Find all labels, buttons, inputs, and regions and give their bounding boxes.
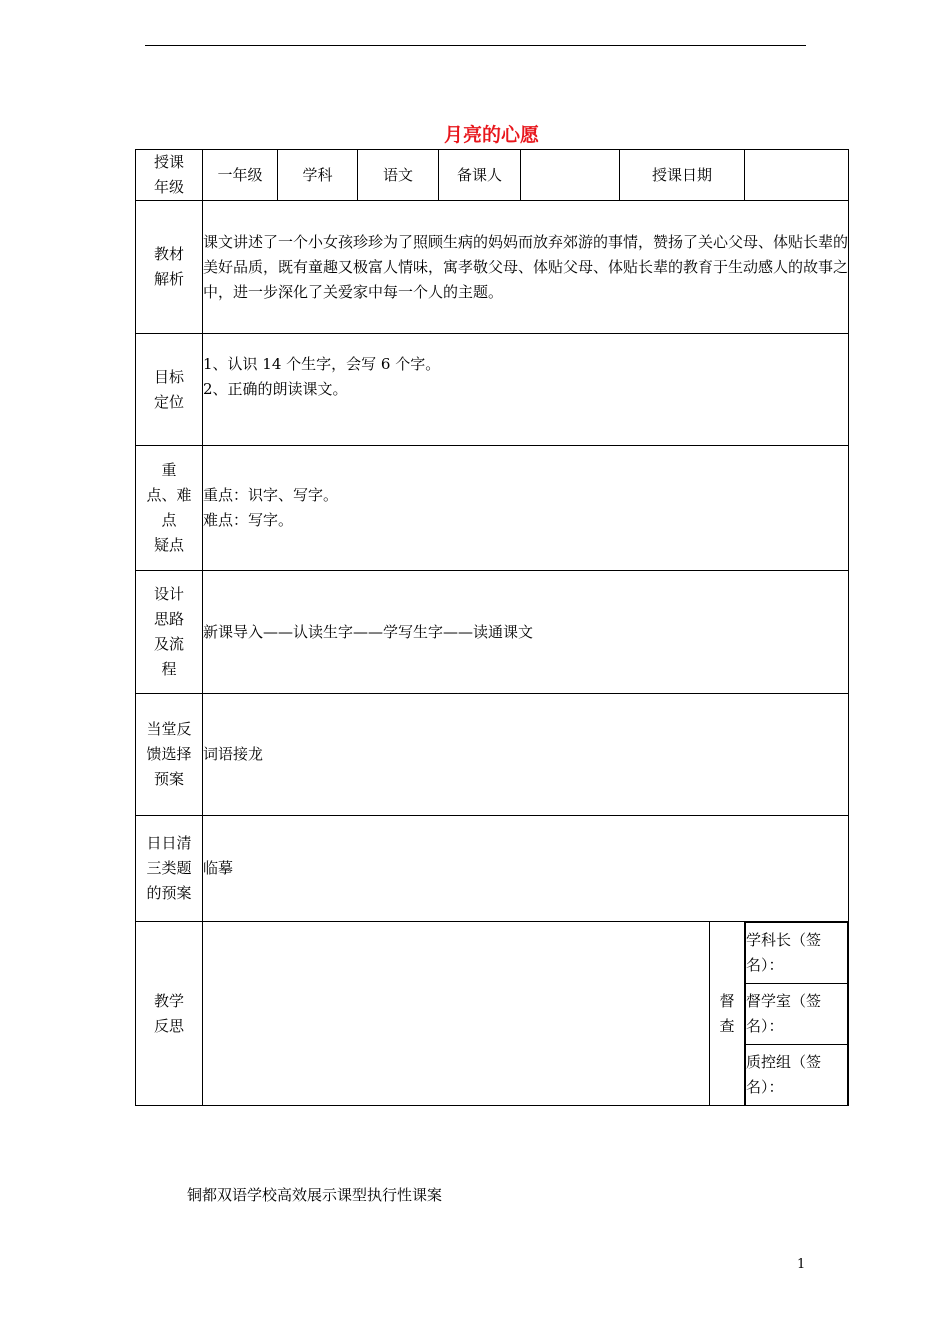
- design-content: 新课导入——认读生字——学写生字——读通课文: [203, 571, 849, 694]
- reflection-row: [136, 922, 849, 1106]
- header-row: [136, 150, 849, 201]
- goals-row: [136, 334, 849, 446]
- top-rule: [145, 45, 806, 46]
- reflection-label: [136, 922, 203, 1106]
- lesson-plan-table: [135, 149, 849, 1106]
- feedback-content: 词语接龙: [203, 694, 849, 816]
- subject-label: 学科: [278, 150, 358, 201]
- design-label-line-1: 设计: [153, 585, 184, 603]
- feedback-label-line-1: 当堂反: [146, 720, 192, 738]
- daily-label-line-1: 日日清: [146, 834, 192, 852]
- supervise-label-line-1: 督: [719, 991, 735, 1010]
- feedback-label-line-3: 预案: [153, 770, 184, 788]
- key-point-item-1: 重点：识字、写字。: [203, 486, 339, 504]
- key-points-label-line-1: 重: [161, 461, 177, 479]
- design-label: [136, 571, 203, 694]
- teach-grade-label: [136, 150, 203, 201]
- signature-cell: [745, 922, 849, 1106]
- key-points-content: [203, 446, 849, 571]
- grade-value: 一年级: [203, 150, 278, 201]
- page-title: 月亮的心愿: [443, 124, 539, 146]
- teach-grade-label-line-1: 授课: [153, 153, 184, 171]
- design-label-line-3: 及流: [153, 635, 184, 653]
- key-points-label-line-4: 疑点: [153, 536, 184, 554]
- page-number: 1: [797, 1257, 806, 1272]
- key-points-label-line-2: 点、难: [146, 486, 192, 504]
- design-label-line-2: 思路: [153, 610, 184, 628]
- daily-content: 临摹: [203, 816, 849, 922]
- analysis-label-line-1: 教材: [153, 245, 184, 263]
- daily-label: [136, 816, 203, 922]
- date-value: [745, 150, 849, 201]
- date-label: 授课日期: [620, 150, 745, 201]
- analysis-content: 课文讲述了一个小女孩珍珍为了照顾生病的妈妈而放弃郊游的事情，赞扬了关心父母、体贴长辈的美好品质，既有童趣又极富人情味，寓孝敬父母、体贴父母、体贴长辈的教育于生动感人的故事之中，进一步深化了关爱家中每一个人的主题。: [203, 201, 849, 334]
- footer-school-name: 铜都双语学校高效展示课型执行性课案: [187, 1186, 443, 1204]
- reflection-label-line-1: 教学: [153, 991, 184, 1010]
- teach-grade-label-line-2: 年级: [153, 178, 184, 196]
- signature-quality-control: 质控组（签名）：: [746, 1045, 848, 1106]
- subject-value: 语文: [358, 150, 439, 201]
- supervise-label: [710, 922, 745, 1106]
- goal-item-1: 1、认识 14 个生字，会写 6 个字。: [203, 355, 441, 373]
- daily-row: [136, 816, 849, 922]
- key-point-item-2: 难点：写字。: [203, 511, 294, 529]
- design-label-line-4: 程: [161, 660, 177, 678]
- goal-item-2: 2、正确的朗读课文。: [203, 380, 348, 398]
- supervise-label-line-2: 查: [719, 1016, 735, 1035]
- analysis-label: [136, 201, 203, 334]
- reflection-content: [203, 922, 710, 1106]
- signature-supervision-office: 督学室（签名）：: [746, 984, 848, 1045]
- design-row: [136, 571, 849, 694]
- goals-label-line-2: 定位: [153, 392, 184, 411]
- analysis-label-line-2: 解析: [153, 270, 184, 288]
- signature-table: [745, 922, 848, 1105]
- analysis-row: [136, 201, 849, 334]
- goals-label-line-1: 目标: [153, 367, 184, 386]
- feedback-label-line-2: 馈选择: [146, 745, 192, 763]
- goals-label: [136, 334, 203, 446]
- daily-label-line-3: 的预案: [146, 884, 192, 902]
- reflection-label-line-2: 反思: [153, 1016, 184, 1035]
- key-points-label: [136, 446, 203, 571]
- signature-subject-head: 学科长（签名）：: [746, 923, 848, 984]
- goals-content: [203, 334, 849, 446]
- feedback-row: [136, 694, 849, 816]
- daily-label-line-2: 三类题: [146, 859, 192, 877]
- preparer-value: [521, 150, 620, 201]
- preparer-label: 备课人: [439, 150, 521, 201]
- key-points-label-line-3: 点: [161, 511, 177, 529]
- key-points-row: [136, 446, 849, 571]
- feedback-label: [136, 694, 203, 816]
